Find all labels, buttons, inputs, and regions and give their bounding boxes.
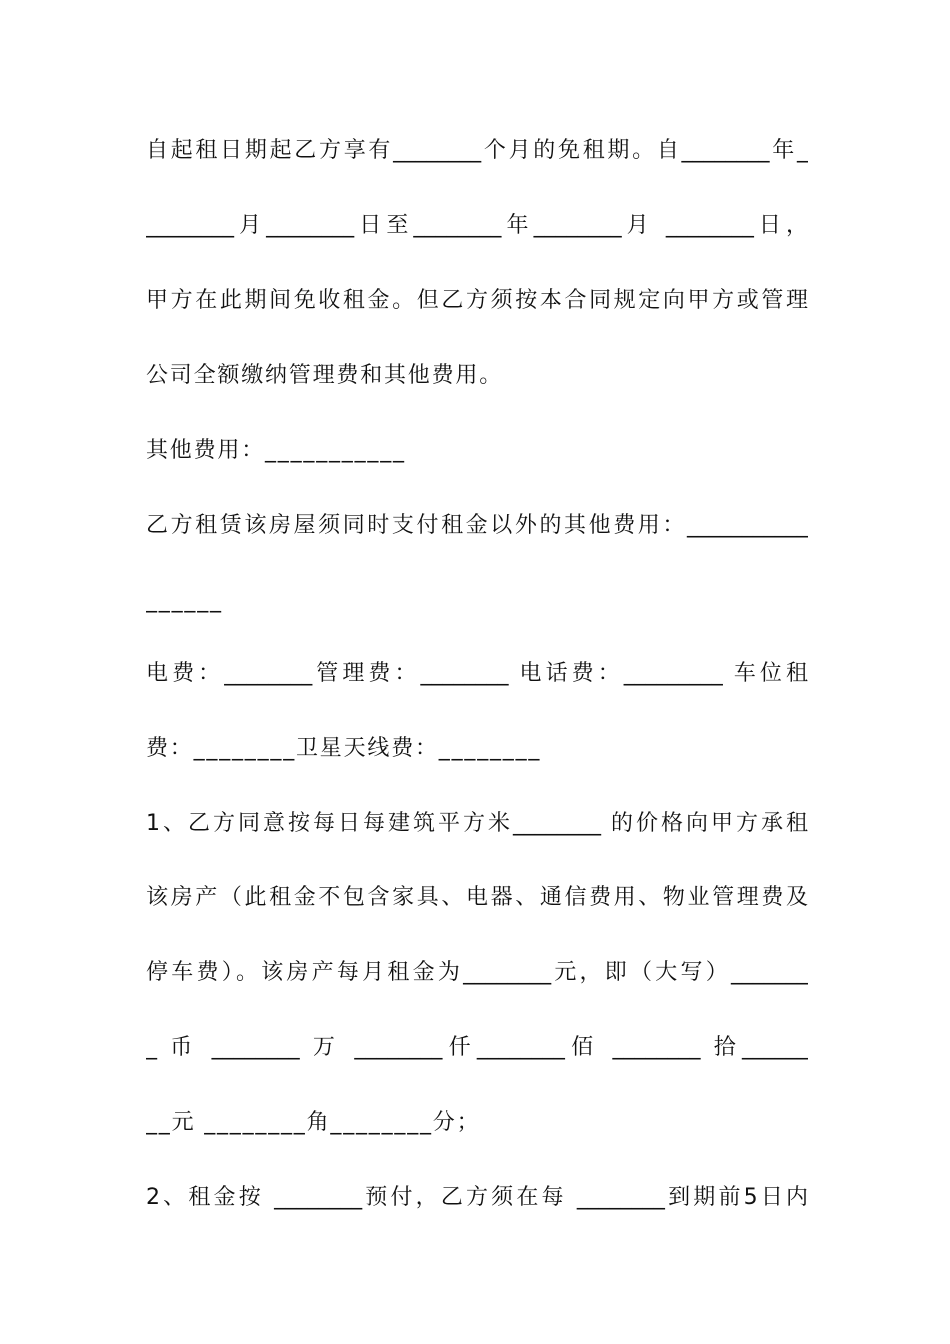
- paragraph-line: 2、租金按 ________预付，乙方须在每 ________到期前5日内: [146, 1185, 808, 1210]
- paragraph-line: 其他费用：___________: [146, 438, 406, 463]
- paragraph-line: 电费：________管理费：________ 电话费：_________ 车位租: [146, 661, 808, 686]
- paragraph-line: 自起租日期起乙方享有________个月的免租期。自________年_: [146, 138, 808, 163]
- paragraph-line: _ 币 ________ 万 ________仟________佰 ________ 拾______: [146, 1035, 808, 1060]
- paragraph-line: ______: [146, 588, 223, 613]
- paragraph-line: ________月________日至________年________月 ________日，: [146, 213, 808, 238]
- paragraph-line: 费：________卫星天线费：________: [146, 736, 542, 761]
- paragraph-line: 乙方租赁该房屋须同时支付租金以外的其他费用：___________: [146, 513, 808, 538]
- paragraph-line: 停车费）。该房产每月租金为________元，即（大写）_______: [146, 960, 808, 985]
- paragraph-line: __元 ________角________分；: [146, 1110, 481, 1135]
- paragraph-line: 1、乙方同意按每日每建筑平方米________ 的价格向甲方承租: [146, 811, 808, 836]
- paragraph-line: 甲方在此期间免收租金。但乙方须按本合同规定向甲方或管理: [146, 288, 808, 313]
- paragraph-line: 该房产（此租金不包含家具、电器、通信费用、物业管理费及: [146, 885, 808, 910]
- paragraph-line: 公司全额缴纳管理费和其他费用。: [146, 363, 504, 388]
